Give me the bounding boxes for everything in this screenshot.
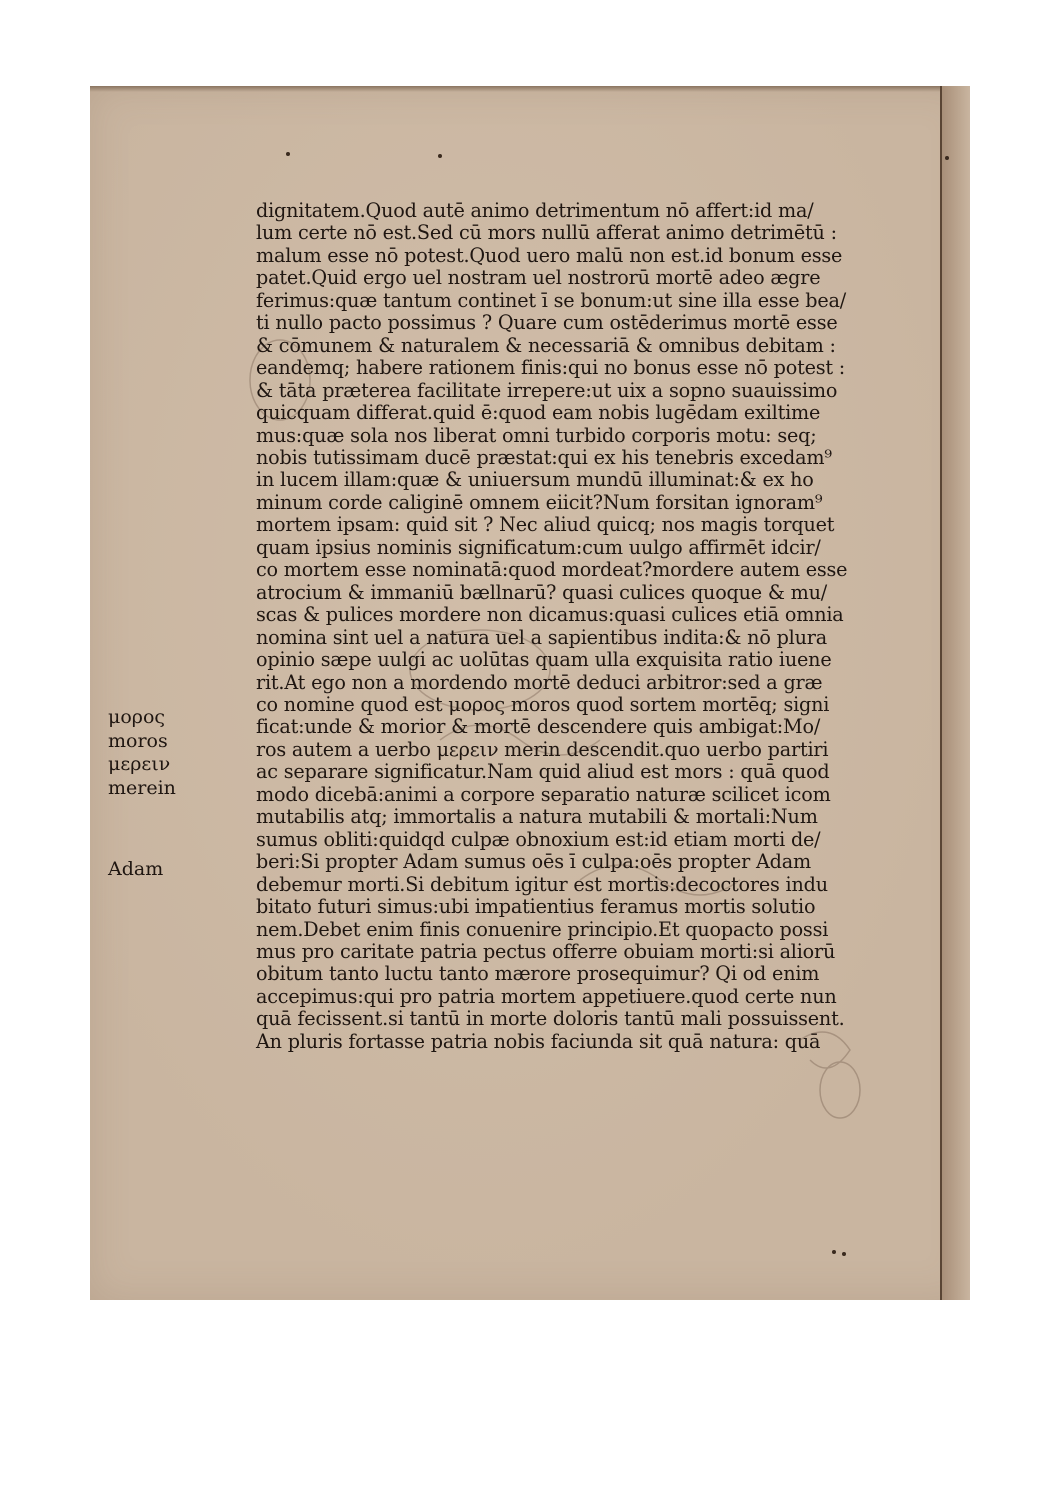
text-line: in lucem illam:quæ & uniuersum mundū illuminat:& ex ho: [256, 468, 814, 492]
text-line: mutabilis atq; immortalis a natura mutabili & mortali:Num: [256, 805, 818, 829]
text-line: opinio sæpe uulgi ac uolūtas quam ulla exquisita ratio iuene: [256, 648, 832, 672]
text-line: accepimus:qui pro patria mortem appetiuere.quod certe nun: [256, 984, 837, 1008]
text-line: co mortem esse nominatā:quod mordeat?mordere autem esse: [256, 558, 848, 582]
text-line: debemur morti.Si debitum igitur est mortis:decoctores indu: [256, 872, 828, 896]
body-text: [256, 200, 866, 1053]
text-line: nobis tutissimam ducē præstat:qui ex his tenebris excedam⁹: [256, 445, 832, 469]
text-line: atrocium & immaniū bællnarū? quasi culices quoque & mu/: [256, 580, 828, 604]
text-line: eandemq; habere rationem finis:qui no bonus esse nō potest :: [256, 356, 846, 380]
text-line: mus:quæ sola nos liberat omni turbido corporis motu: seq;: [256, 423, 817, 447]
text-line: modo dicebā:animi a corpore separatio naturæ scilicet icom: [256, 782, 831, 806]
text-line: co nomine quod est μορος moros quod sortem mortēq; signi: [256, 692, 830, 716]
text-line: & cōmunem & naturalem & necessariā & omnibus debitam :: [256, 333, 836, 357]
text-line: dignitatem.Quod autē animo detrimentum nō affert:id ma/: [256, 199, 814, 222]
ink-speck: [438, 154, 442, 158]
text-line: & tāta præterea facilitate irrepere:ut uix a sopno suauissimo: [256, 378, 838, 402]
ink-speck: [832, 1250, 836, 1254]
margin-note-merein: merein: [108, 776, 176, 799]
text-line: obitum tanto luctu tanto mærore prosequimur? Qi od enim: [256, 962, 820, 986]
text-line: nomina sint uel a natura uel a sapientibus indita:& nō plura: [256, 625, 828, 649]
text-line: scas & pulices mordere non dicamus:quasi culices etiā omnia: [256, 603, 844, 627]
text-line: An pluris fortasse patria nobis faciunda sit quā natura: quā: [256, 1029, 821, 1053]
text-line: mortem ipsam: quid sit ? Nec aliud quicq; nos magis torquet: [256, 513, 835, 537]
text-line: ros autem a uerbo μερειν merin descendit.quo uerbo partiri: [256, 737, 829, 761]
text-line: ferimus:quæ tantum continet ī se bonum:ut sine illa esse bea/: [256, 288, 847, 312]
ink-speck: [286, 152, 290, 156]
text-line: ti nullo pacto possimus ? Quare cum ostēderimus mortē esse: [256, 311, 838, 335]
text-line: ac separare significatur.Nam quid aliud est mors : quā quod: [256, 760, 830, 784]
margin-note-adam: Adam: [108, 858, 164, 880]
text-line: lum certe nō est.Sed cū mors nullū afferat animo detrimētū :: [256, 221, 837, 245]
text-line: ficat:unde & morior & mortē descendere quis ambigat:Mo/: [256, 715, 821, 739]
margin-note-greek-moros: μορος: [108, 706, 166, 728]
ink-speck: [945, 156, 949, 160]
text-line: beri:Si propter Adam sumus oēs ī culpa:oēs propter Adam: [256, 850, 811, 874]
text-line: mus pro caritate patria pectus offerre obuiam morti:si aliorū: [256, 939, 836, 963]
text-line: patet.Quid ergo uel nostram uel nostrorū mortē adeo ægre: [256, 266, 821, 290]
margin-note-moros: moros: [108, 729, 168, 752]
text-line: quā fecissent.si tantū in morte doloris tantū mali possuissent.: [256, 1007, 845, 1031]
text-line: minum corde caliginē omnem eiicit?Num forsitan ignoram⁹: [256, 490, 823, 514]
text-line: sumus obliti:quidqd culpæ obnoxium est:id etiam morti de/: [256, 827, 821, 851]
margin-note-greek-merein: μερειν: [108, 753, 171, 775]
text-line: rit.At ego non a mordendo mortē deduci arbitror:sed a græ: [256, 670, 823, 694]
text-line: nem.Debet enim finis conuenire principio.Et quopacto possi: [256, 917, 829, 941]
facing-page-edge: [942, 86, 970, 1300]
ink-speck: [842, 1252, 846, 1256]
page-top-shadow: [90, 86, 970, 92]
text-line: quam ipsius nominis significatum:cum uulgo affirmēt idcir/: [256, 535, 821, 559]
margin-notes: [108, 706, 203, 882]
text-line: malum esse nō potest.Quod uero malū non est.id bonum esse: [256, 243, 843, 267]
text-line: quicquam differat.quid ē:quod eam nobis lugēdam exiltime: [256, 401, 821, 425]
gutter-line: [940, 86, 942, 1300]
text-line: bitato futuri simus:ubi impatientius feramus mortis solutio: [256, 895, 816, 919]
